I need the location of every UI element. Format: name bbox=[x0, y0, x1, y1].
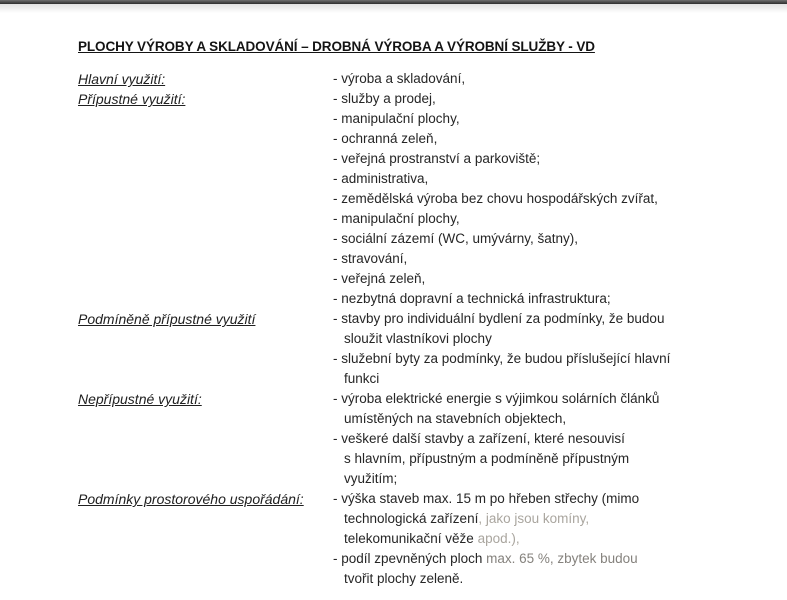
list-item bbox=[333, 229, 757, 249]
text-segment: služby a prodej, bbox=[341, 91, 436, 106]
text-segment: výroba elektrické energie s výjimkou solárních článků bbox=[341, 391, 660, 406]
text-segment: nezbytná dopravní a technická infrastruktura; bbox=[341, 291, 611, 306]
list-item bbox=[333, 169, 757, 189]
bullet-dash: - bbox=[333, 191, 342, 206]
bullet-dash: - bbox=[333, 131, 342, 146]
item-line bbox=[333, 189, 757, 209]
section-row bbox=[78, 69, 757, 89]
bullet-dash: - bbox=[333, 491, 342, 506]
item-line bbox=[333, 129, 757, 149]
bullet-dash: - bbox=[333, 311, 342, 326]
text-segment: manipulační plochy, bbox=[341, 111, 460, 126]
bullet-dash: - bbox=[333, 431, 342, 446]
list-item bbox=[333, 389, 757, 429]
section-items bbox=[333, 489, 757, 589]
item-line-continuation bbox=[344, 509, 757, 529]
bullet-dash: - bbox=[333, 91, 342, 106]
item-line bbox=[333, 429, 757, 449]
list-item bbox=[333, 489, 757, 549]
section-items bbox=[333, 89, 757, 309]
bullet-dash: - bbox=[333, 271, 342, 286]
section-items bbox=[333, 389, 757, 489]
text-segment: služební byty za podmínky, že budou příslušející hlavní bbox=[341, 351, 671, 366]
section-row bbox=[78, 489, 757, 589]
list-item bbox=[333, 109, 757, 129]
section-label: Podmínky prostorového uspořádání: bbox=[78, 491, 304, 507]
item-line bbox=[333, 269, 757, 289]
section-label: Přípustné využití: bbox=[78, 91, 186, 107]
bullet-dash: - bbox=[333, 111, 342, 126]
section-row bbox=[78, 309, 757, 389]
item-line bbox=[333, 549, 757, 569]
item-line bbox=[333, 309, 757, 329]
item-line bbox=[333, 289, 757, 309]
item-line bbox=[333, 389, 757, 409]
list-item bbox=[333, 69, 757, 89]
scan-top-shadow bbox=[0, 4, 787, 13]
list-item bbox=[333, 289, 757, 309]
list-item bbox=[333, 309, 757, 349]
text-segment: veškeré další stavby a zařízení, které nesouvisí bbox=[341, 431, 625, 446]
item-line bbox=[333, 489, 757, 509]
list-item bbox=[333, 89, 757, 109]
text-segment: veřejná prostranství a parkoviště; bbox=[341, 151, 541, 166]
text-segment: administrativa, bbox=[341, 171, 429, 186]
document-page bbox=[0, 13, 787, 589]
text-segment: tvořit plochy zeleně. bbox=[344, 571, 464, 586]
text-segment: zemědělská výroba bez chovu hospodářských zvířat, bbox=[341, 191, 658, 206]
list-item bbox=[333, 189, 757, 209]
list-item bbox=[333, 429, 757, 489]
text-segment: ochranná zeleň, bbox=[341, 131, 438, 146]
list-item bbox=[333, 269, 757, 289]
item-line-continuation bbox=[344, 529, 757, 549]
page-title: PLOCHY VÝROBY A SKLADOVÁNÍ – DROBNÁ VÝROBA A VÝROBNÍ SLUŽBY - VD bbox=[78, 39, 595, 54]
section-items bbox=[333, 69, 757, 89]
section-label: Nepřípustné využití: bbox=[78, 391, 202, 407]
item-line bbox=[333, 149, 757, 169]
bullet-dash: - bbox=[333, 211, 342, 226]
section-items bbox=[333, 309, 757, 389]
bullet-dash: - bbox=[333, 171, 342, 186]
section-row bbox=[78, 89, 757, 309]
list-item bbox=[333, 149, 757, 169]
text-segment: využitím; bbox=[344, 471, 398, 486]
section-label: Hlavní využití: bbox=[78, 71, 166, 87]
section-label: Podmíněně přípustné využití bbox=[78, 311, 256, 327]
text-segment: max. 65 %, zbytek budou bbox=[486, 551, 638, 566]
item-line-continuation bbox=[344, 569, 757, 589]
bullet-dash: - bbox=[333, 151, 342, 166]
item-line-continuation bbox=[344, 329, 757, 349]
item-line-continuation bbox=[344, 469, 757, 489]
text-segment: apod.), bbox=[477, 531, 520, 546]
item-line-continuation bbox=[344, 449, 757, 469]
item-line-continuation bbox=[344, 369, 757, 389]
text-segment: stravování, bbox=[341, 251, 408, 266]
bullet-dash: - bbox=[333, 231, 342, 246]
section-row bbox=[78, 389, 757, 489]
list-item bbox=[333, 349, 757, 389]
text-segment: manipulační plochy, bbox=[341, 211, 460, 226]
bullet-dash: - bbox=[333, 551, 342, 566]
text-segment: , jako jsou komíny, bbox=[478, 511, 590, 526]
item-line bbox=[333, 349, 757, 369]
text-segment: technologická zařízení bbox=[344, 511, 479, 526]
text-segment: podíl zpevněných ploch bbox=[341, 551, 487, 566]
text-segment: telekomunikační věže bbox=[344, 531, 478, 546]
text-segment: funkci bbox=[344, 371, 380, 386]
bullet-dash: - bbox=[333, 291, 342, 306]
text-segment: veřejná zeleň, bbox=[341, 271, 426, 286]
sections bbox=[78, 69, 757, 589]
item-line bbox=[333, 89, 757, 109]
bullet-dash: - bbox=[333, 351, 342, 366]
item-line bbox=[333, 249, 757, 269]
item-line bbox=[333, 69, 757, 89]
text-segment: výroba a skladování, bbox=[341, 71, 466, 86]
item-line bbox=[333, 229, 757, 249]
text-segment: sociální zázemí (WC, umývárny, šatny), bbox=[341, 231, 579, 246]
text-segment: umístěných na stavebních objektech, bbox=[344, 411, 567, 426]
list-item bbox=[333, 209, 757, 229]
text-segment: s hlavním, přípustným a podmíněně přípustným bbox=[344, 451, 630, 466]
item-line bbox=[333, 169, 757, 189]
text-segment: stavby pro individuální bydlení za podmínky, že budou bbox=[341, 311, 665, 326]
item-line bbox=[333, 109, 757, 129]
list-item bbox=[333, 249, 757, 269]
text-segment: výška staveb max. 15 m po hřeben střechy (mimo bbox=[341, 491, 640, 506]
list-item bbox=[333, 549, 757, 589]
bullet-dash: - bbox=[333, 251, 342, 266]
bullet-dash: - bbox=[333, 391, 342, 406]
bullet-dash: - bbox=[333, 71, 342, 86]
item-line-continuation bbox=[344, 409, 757, 429]
item-line bbox=[333, 209, 757, 229]
text-segment: sloužit vlastníkovi plochy bbox=[344, 331, 492, 346]
list-item bbox=[333, 129, 757, 149]
